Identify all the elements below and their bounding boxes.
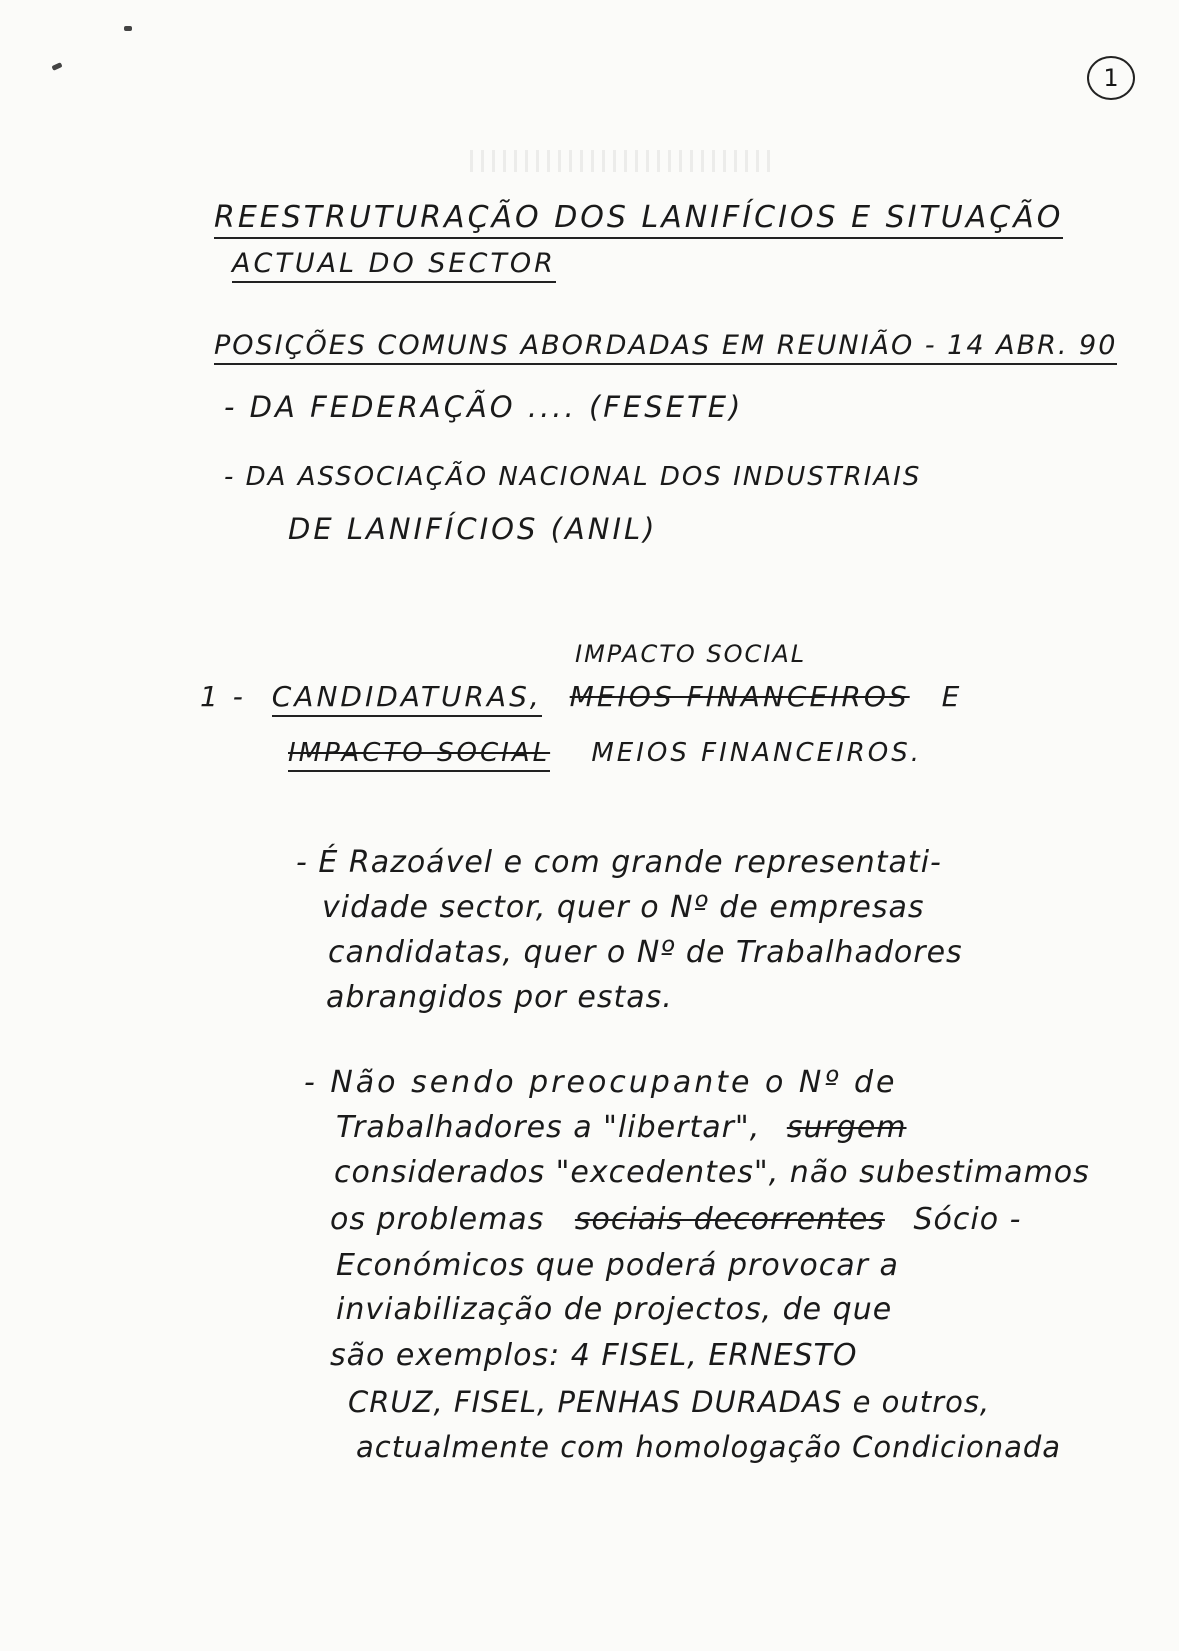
ink-mark <box>51 62 62 71</box>
paragraph2-line-5: Económicos que poderá provocar a <box>336 1248 899 1283</box>
section1-heading-line-2: IMPACTO SOCIAL MEIOS FINANCEIROS. <box>288 738 922 768</box>
paragraph2-line-3: considerados "excedentes", não subestimamos <box>334 1155 1090 1190</box>
paragraph1-line-3: candidatas, quer o Nº de Trabalhadores <box>328 935 963 970</box>
section1-heading-line-1: 1 - CANDIDATURAS, MEIOS FINANCEIROS E <box>200 680 962 713</box>
paragraph2-line-2: Trabalhadores a "libertar", surgem <box>336 1110 907 1145</box>
positions-heading: POSIÇÕES COMUNS ABORDADAS EM REUNIÃO - 14 ABR. 90 <box>214 330 1117 361</box>
paragraph2-line-1: - Não sendo preocupante o Nº de <box>304 1065 898 1100</box>
positions-item-3: DE LANIFÍCIOS (ANIL) <box>288 512 658 546</box>
paragraph2-line-9: actualmente com homologação Condicionada <box>356 1430 1062 1464</box>
paragraph2-line-4: os problemas sociais decorrentes Sócio - <box>330 1202 1022 1237</box>
paragraph1-line-4: abrangidos por estas. <box>326 980 673 1015</box>
paragraph2-line-6: inviabilização de projectos, de que <box>336 1292 893 1327</box>
page-number: 1 <box>1087 56 1135 100</box>
ink-mark <box>124 26 132 31</box>
scan-noise <box>470 150 770 172</box>
paragraph2-line-7: são exemplos: 4 FISEL, ERNESTO <box>330 1338 858 1373</box>
positions-item-2: - DA ASSOCIAÇÃO NACIONAL DOS INDUSTRIAIS <box>224 462 922 492</box>
paragraph1-line-1: - É Razoável e com grande representati- <box>296 845 942 880</box>
section1-inserted-text: IMPACTO SOCIAL <box>575 640 807 668</box>
title-line-2: ACTUAL DO SECTOR <box>232 248 556 279</box>
positions-item-1: - DA FEDERAÇÃO .... (FESETE) <box>224 390 744 424</box>
paragraph2-line-8: CRUZ, FISEL, PENHAS DURADAS e outros, <box>348 1385 991 1419</box>
paragraph1-line-2: vidade sector, quer o Nº de empresas <box>322 890 925 925</box>
title-line-1: REESTRUTURAÇÃO DOS LANIFÍCIOS E SITUAÇÃO <box>214 200 1063 235</box>
